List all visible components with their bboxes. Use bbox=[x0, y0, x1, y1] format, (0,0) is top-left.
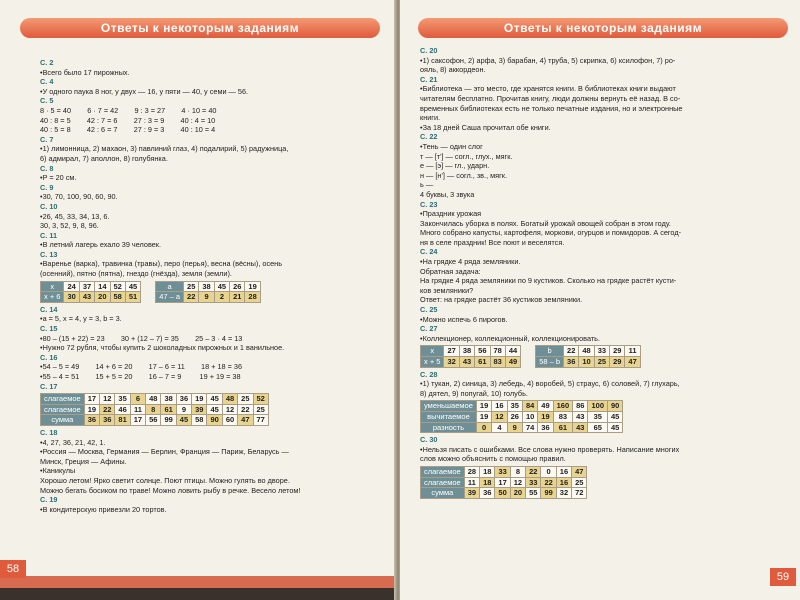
table-cell: 25 bbox=[572, 477, 587, 488]
question-number: С. 10 bbox=[40, 201, 58, 211]
table-row bbox=[536, 357, 641, 368]
table-cell: 17 bbox=[495, 477, 510, 488]
table-row-header: 58 – b bbox=[536, 357, 564, 368]
table-cell: 20 bbox=[95, 292, 110, 303]
table-cell: 99 bbox=[161, 415, 176, 426]
answer-line: т — [т'] — согл., глух., мягк. bbox=[420, 151, 513, 161]
table-cell: 38 bbox=[199, 281, 214, 292]
table-cell: 100 bbox=[588, 401, 608, 412]
answer-line: • У одного паука 8 ног, у двух — 16, у пяти — 40, у семи — 56. bbox=[40, 87, 380, 97]
question-number: С. 28 bbox=[420, 369, 438, 379]
table-row-header: уменьшаемое bbox=[421, 401, 477, 412]
answer-line: н — [н'] — согл., зв., мягк. bbox=[420, 170, 507, 180]
question-number: С. 13 bbox=[40, 249, 58, 259]
table-cell: 6 bbox=[130, 394, 145, 405]
table-cell: 22 bbox=[100, 404, 115, 415]
table-cell: 45 bbox=[207, 404, 222, 415]
table-cell: 35 bbox=[588, 411, 608, 422]
table-cell: 55 bbox=[526, 488, 541, 499]
answer-line: ояль, 8) аккордеон. bbox=[420, 65, 486, 75]
table-cell: 78 bbox=[490, 346, 505, 357]
question-number: С. 27 bbox=[420, 324, 438, 334]
table-cell: 33 bbox=[594, 346, 609, 357]
answer-line: Можно бегать босиком по траве! Можно ловить рыбу в речке. Весело летом! bbox=[40, 485, 301, 495]
table-cell: 18 bbox=[480, 466, 495, 477]
answer-line: Ответ: на грядке растёт 36 кустиков земляники. bbox=[420, 295, 583, 305]
table-row bbox=[41, 281, 141, 292]
table-cell: 21 bbox=[230, 292, 245, 303]
question-number: С. 23 bbox=[420, 199, 438, 209]
answer-line: • 80 – (15 + 22) = 23 30 + (12 – 7) = 35 25 – 3 · 4 = 13 bbox=[40, 334, 380, 344]
table-cell: 9 bbox=[176, 404, 191, 415]
table-cell: 12 bbox=[222, 404, 237, 415]
table-cell: 81 bbox=[115, 415, 130, 426]
answer-line: ь — bbox=[420, 180, 434, 190]
table-cell: 61 bbox=[553, 422, 573, 433]
table-cell: 45 bbox=[608, 422, 623, 433]
answer-line: читателям бесплатно. Прочитав книгу, люди должны вернуть её назад. В со- bbox=[420, 93, 681, 103]
right-answers bbox=[420, 46, 785, 501]
question-number: С. 24 bbox=[420, 247, 438, 257]
table-cell: 47 bbox=[572, 466, 587, 477]
table-cell: 50 bbox=[495, 488, 510, 499]
table-cell: 44 bbox=[505, 346, 520, 357]
table-cell: 16 bbox=[492, 401, 507, 412]
page-banner: Ответы к некоторым заданиям bbox=[20, 18, 380, 38]
answer-table bbox=[155, 281, 261, 303]
table-cell: 16 bbox=[556, 466, 571, 477]
table-row-header: слагаемое bbox=[421, 477, 465, 488]
table-cell: 48 bbox=[146, 394, 161, 405]
table-row-header: x bbox=[41, 281, 64, 292]
answer-line: • 30, 70, 100, 90, 60, 90. bbox=[40, 192, 380, 202]
table-cell: 58 bbox=[192, 415, 207, 426]
table-cell: 28 bbox=[245, 292, 260, 303]
table-cell: 29 bbox=[610, 357, 625, 368]
table-cell: 11 bbox=[464, 477, 479, 488]
table-cell: 30 bbox=[64, 292, 79, 303]
table-row bbox=[421, 411, 623, 422]
answer-line: • 1) тукан, 2) синица, 3) лебедь, 4) воробей, 5) страус, 6) соловей, 7) глухарь, bbox=[420, 379, 785, 389]
question-number: С. 19 bbox=[40, 495, 58, 505]
question-number: С. 20 bbox=[420, 46, 438, 55]
answer-line: 40 : 5 = 8 42 : 6 = 7 27 : 9 = 3 40 : 10 = 4 bbox=[40, 125, 216, 135]
answer-line: • 1) лимонница, 2) махаон, 3) павлиний глаз, 4) подалирий, 5) радужница, bbox=[40, 144, 380, 154]
table-cell: 160 bbox=[553, 401, 573, 412]
table-cell: 83 bbox=[490, 357, 505, 368]
answer-line: • a = 5, x = 4, y = 3, b = 3. bbox=[40, 314, 380, 324]
table-cell: 12 bbox=[492, 411, 507, 422]
answer-line: • Можно испечь 6 пирогов. bbox=[420, 315, 785, 325]
table-cell: 22 bbox=[238, 404, 253, 415]
table-row-header: x bbox=[421, 346, 444, 357]
table-cell: 84 bbox=[522, 401, 537, 412]
answer-line: Хорошо летом! Ярко светит солнце. Поют птицы. Можно гулять во дворе. bbox=[40, 475, 290, 485]
table-row-header: x + 6 bbox=[41, 292, 64, 303]
table-cell: 99 bbox=[541, 488, 556, 499]
answer-line: книги. bbox=[420, 113, 441, 123]
table-cell: 46 bbox=[115, 404, 130, 415]
answer-line: • В летний лагерь ехало 39 человек. bbox=[40, 240, 380, 250]
answer-line: (осенний), пятно (пятна), гнездо (гнёзда), земля (земли). bbox=[40, 269, 232, 279]
table-row bbox=[41, 394, 269, 405]
table-cell: 22 bbox=[564, 346, 579, 357]
table-cell: 0 bbox=[541, 466, 556, 477]
table-cell: 28 bbox=[464, 466, 479, 477]
answer-line: • Коллекционер, коллекционный, коллекционировать. bbox=[420, 334, 785, 344]
table-cell: 49 bbox=[505, 357, 520, 368]
question-number: С. 4 bbox=[40, 77, 54, 87]
table-cell: 90 bbox=[207, 415, 222, 426]
table-row bbox=[41, 415, 269, 426]
table-cell: 38 bbox=[459, 346, 474, 357]
table-cell: 65 bbox=[588, 422, 608, 433]
table-cell: 25 bbox=[594, 357, 609, 368]
question-number: С. 14 bbox=[40, 304, 58, 314]
question-number: С. 8 bbox=[40, 163, 54, 173]
table-cell: 12 bbox=[510, 477, 525, 488]
table-cell: 90 bbox=[608, 401, 623, 412]
left-page bbox=[0, 0, 397, 588]
table-cell: 47 bbox=[625, 357, 640, 368]
table-cell: 11 bbox=[625, 346, 640, 357]
table-row bbox=[421, 488, 587, 499]
table-cell: 36 bbox=[538, 422, 553, 433]
answer-line: 6) адмирал, 7) аполлон, 8) голубянка. bbox=[40, 153, 168, 163]
answer-line: • За 18 дней Саша прочитал обе книги. bbox=[420, 123, 785, 133]
table-cell: 49 bbox=[538, 401, 553, 412]
table-cell: 9 bbox=[199, 292, 214, 303]
table-cell: 20 bbox=[510, 488, 525, 499]
answer-line: • 55 – 4 = 51 15 + 5 = 20 16 – 7 = 9 19 + 19 = 38 bbox=[40, 372, 380, 382]
table-row bbox=[421, 466, 587, 477]
answer-table bbox=[40, 393, 269, 426]
table-row-header: разность bbox=[421, 422, 477, 433]
table-row bbox=[41, 292, 141, 303]
page-footer-stripe bbox=[0, 576, 396, 588]
table-row-header: сумма bbox=[41, 415, 85, 426]
question-number: С. 25 bbox=[420, 305, 438, 315]
table-cell: 19 bbox=[476, 411, 491, 422]
table-row-header: слагаемое bbox=[421, 466, 465, 477]
table-cell: 45 bbox=[125, 281, 140, 292]
question-number: С. 21 bbox=[420, 74, 438, 84]
table-cell: 77 bbox=[253, 415, 268, 426]
table-cell: 17 bbox=[84, 394, 99, 405]
answer-line: ня в селе праздник! Все поют и веселятся. bbox=[420, 237, 565, 247]
answer-line: На грядке 4 ряда земляники по 9 кустиков. Сколько на грядке растёт кусти- bbox=[420, 276, 677, 286]
answer-table bbox=[420, 466, 587, 499]
table-cell: 24 bbox=[64, 281, 79, 292]
answer-line: е — [э] — гл., ударн. bbox=[420, 161, 490, 171]
table-cell: 72 bbox=[572, 488, 587, 499]
page-number: 59 bbox=[770, 568, 796, 586]
table-cell: 33 bbox=[495, 466, 510, 477]
table-row-header: а bbox=[156, 281, 184, 292]
table-cell: 45 bbox=[214, 281, 229, 292]
answer-line: 4 буквы, 3 звука bbox=[420, 189, 475, 199]
table-cell: 56 bbox=[475, 346, 490, 357]
left-answers bbox=[40, 58, 380, 514]
answer-line: • 4, 27, 36, 21, 42, 1. bbox=[40, 438, 380, 448]
table-cell: 25 bbox=[184, 281, 199, 292]
table-cell: 16 bbox=[556, 477, 571, 488]
answer-table bbox=[420, 400, 623, 433]
table-cell: 25 bbox=[253, 404, 268, 415]
table-cell: 10 bbox=[579, 357, 594, 368]
page-banner: Ответы к некоторым заданиям bbox=[418, 18, 788, 38]
answer-line: • Всего было 17 пирожных. bbox=[40, 68, 380, 78]
table-cell: 14 bbox=[95, 281, 110, 292]
table-cell: 35 bbox=[115, 394, 130, 405]
table-cell: 36 bbox=[176, 394, 191, 405]
table-cell: 8 bbox=[146, 404, 161, 415]
table-row bbox=[421, 422, 623, 433]
table-cell: 19 bbox=[192, 394, 207, 405]
right-page bbox=[400, 0, 800, 600]
table-cell: 47 bbox=[238, 415, 253, 426]
answer-line: • Варенье (варка), травинка (травы), перо (перья), весна (вёсны), осень bbox=[40, 259, 380, 269]
answer-line: 8 · 5 = 40 6 · 7 = 42 9 : 3 = 27 4 · 10 = 40 bbox=[40, 105, 217, 115]
answer-line: Минск, Греция — Афины. bbox=[40, 456, 127, 466]
question-number: С. 18 bbox=[40, 427, 58, 437]
answer-line: • P = 20 см. bbox=[40, 173, 380, 183]
answer-line: 8) дятел, 9) попугай, 10) голубь. bbox=[420, 388, 528, 398]
table-cell: 48 bbox=[579, 346, 594, 357]
table-cell: 19 bbox=[84, 404, 99, 415]
table-row bbox=[156, 281, 261, 292]
answer-table bbox=[535, 345, 641, 367]
table-cell: 17 bbox=[130, 415, 145, 426]
table-row bbox=[421, 357, 521, 368]
table-cell: 36 bbox=[564, 357, 579, 368]
table-cell: 52 bbox=[253, 394, 268, 405]
answer-line: слов можно объяснить с помощью правил. bbox=[420, 454, 566, 464]
table-row bbox=[536, 346, 641, 357]
table-cell: 45 bbox=[207, 394, 222, 405]
table-row bbox=[421, 477, 587, 488]
table-cell: 61 bbox=[161, 404, 176, 415]
table-row-header: слагаемое bbox=[41, 404, 85, 415]
question-number: С. 16 bbox=[40, 352, 58, 362]
table-cell: 19 bbox=[538, 411, 553, 422]
table-cell: 18 bbox=[480, 477, 495, 488]
answer-line: 40 : 8 = 5 42 : 7 = 6 27 : 3 = 9 40 : 4 = 10 bbox=[40, 115, 216, 125]
answer-line: • Россия — Москва, Германия — Берлин, Франция — Париж, Беларусь — bbox=[40, 447, 380, 457]
answer-line: временных библиотеках есть не только печатные издания, но и электронные bbox=[420, 103, 683, 113]
table-cell: 60 bbox=[222, 415, 237, 426]
page-number: 58 bbox=[0, 560, 26, 578]
answer-tables-row bbox=[40, 279, 380, 305]
table-cell: 10 bbox=[522, 411, 537, 422]
table-row-header: x + 5 bbox=[421, 357, 444, 368]
table-cell: 61 bbox=[475, 357, 490, 368]
question-number: С. 11 bbox=[40, 230, 58, 240]
table-cell: 56 bbox=[146, 415, 161, 426]
answer-line: 30, 3, 52, 9, 8, 96. bbox=[40, 221, 99, 231]
table-cell: 26 bbox=[230, 281, 245, 292]
table-cell: 35 bbox=[507, 401, 522, 412]
table-cell: 11 bbox=[130, 404, 145, 415]
table-cell: 9 bbox=[507, 422, 522, 433]
table-cell: 51 bbox=[125, 292, 140, 303]
question-number: С. 30 bbox=[420, 435, 438, 445]
table-row-header: слагаемое bbox=[41, 394, 85, 405]
table-cell: 19 bbox=[245, 281, 260, 292]
table-row-header: 47 – а bbox=[156, 292, 184, 303]
table-cell: 22 bbox=[184, 292, 199, 303]
table-cell: 74 bbox=[522, 422, 537, 433]
table-row bbox=[421, 346, 521, 357]
table-cell: 0 bbox=[476, 422, 491, 433]
table-cell: 36 bbox=[100, 415, 115, 426]
answer-line: • Библиотека — это место, где хранятся книги. В библиотеках книги выдают bbox=[420, 84, 785, 94]
table-cell: 33 bbox=[526, 477, 541, 488]
table-cell: 38 bbox=[161, 394, 176, 405]
table-cell: 2 bbox=[214, 292, 229, 303]
table-cell: 43 bbox=[79, 292, 94, 303]
table-row bbox=[156, 292, 261, 303]
table-row-header: сумма bbox=[421, 488, 465, 499]
answer-line: • Праздник урожая bbox=[420, 209, 785, 219]
answer-line: • 26, 45, 33, 34, 13, 6. bbox=[40, 212, 380, 222]
answer-line: • Нужно 72 рубля, чтобы купить 2 шоколадных пирожных и 1 ванильное. bbox=[40, 343, 380, 353]
table-cell: 36 bbox=[84, 415, 99, 426]
question-number: С. 2 bbox=[40, 58, 54, 67]
question-number: С. 17 bbox=[40, 381, 58, 391]
table-row-header: вычитаемое bbox=[421, 411, 477, 422]
question-number: С. 22 bbox=[420, 132, 438, 142]
table-cell: 32 bbox=[444, 357, 459, 368]
table-cell: 22 bbox=[526, 466, 541, 477]
answer-line: • Каникулы bbox=[40, 466, 380, 476]
table-cell: 48 bbox=[222, 394, 237, 405]
question-number: С. 15 bbox=[40, 324, 58, 334]
table-cell: 83 bbox=[553, 411, 573, 422]
question-number: С. 9 bbox=[40, 182, 54, 192]
answer-table bbox=[420, 345, 521, 367]
answer-line: • 1) саксофон, 2) арфа, 3) барабан, 4) труба, 5) скрипка, 6) ксилофон, 7) ро- bbox=[420, 56, 785, 66]
answer-line: • 54 – 5 = 49 14 + 6 = 20 17 – 6 = 11 18 + 18 = 36 bbox=[40, 362, 380, 372]
table-cell: 29 bbox=[610, 346, 625, 357]
table-cell: 58 bbox=[110, 292, 125, 303]
table-row-header: b bbox=[536, 346, 564, 357]
table-cell: 19 bbox=[476, 401, 491, 412]
table-cell: 27 bbox=[444, 346, 459, 357]
table-cell: 26 bbox=[507, 411, 522, 422]
table-cell: 25 bbox=[238, 394, 253, 405]
table-cell: 52 bbox=[110, 281, 125, 292]
table-cell: 12 bbox=[100, 394, 115, 405]
table-cell: 43 bbox=[459, 357, 474, 368]
table-cell: 36 bbox=[480, 488, 495, 499]
answer-table bbox=[40, 281, 141, 303]
table-row bbox=[41, 404, 269, 415]
table-cell: 4 bbox=[492, 422, 507, 433]
answer-line: • Нельзя писать с ошибками. Все слова нужно проверять. Написание многих bbox=[420, 445, 785, 455]
table-cell: 45 bbox=[176, 415, 191, 426]
answer-line: • В кондитерскую привезли 20 тортов. bbox=[40, 505, 380, 515]
table-cell: 39 bbox=[192, 404, 207, 415]
answer-tables-row bbox=[420, 343, 785, 369]
table-cell: 86 bbox=[573, 401, 588, 412]
table-cell: 43 bbox=[573, 411, 588, 422]
answer-line: Закончилась уборка в полях. Богатый урожай овощей собран в этом году. bbox=[420, 218, 671, 228]
table-cell: 43 bbox=[573, 422, 588, 433]
table-cell: 37 bbox=[79, 281, 94, 292]
answer-line: Много собрано капусты, картофеля, моркови, огурцов и помидоров. А сегод- bbox=[420, 228, 682, 238]
question-number: С. 7 bbox=[40, 134, 54, 144]
table-cell: 8 bbox=[510, 466, 525, 477]
answer-line: Обратная задача: bbox=[420, 266, 481, 276]
table-cell: 32 bbox=[556, 488, 571, 499]
table-cell: 45 bbox=[608, 411, 623, 422]
answer-line: • На грядке 4 ряда земляники. bbox=[420, 257, 785, 267]
answer-line: • Тень — один слог bbox=[420, 142, 785, 152]
question-number: С. 5 bbox=[40, 96, 54, 106]
table-row bbox=[421, 401, 623, 412]
table-cell: 22 bbox=[541, 477, 556, 488]
answer-line: ков земляники? bbox=[420, 285, 474, 295]
table-cell: 39 bbox=[464, 488, 479, 499]
